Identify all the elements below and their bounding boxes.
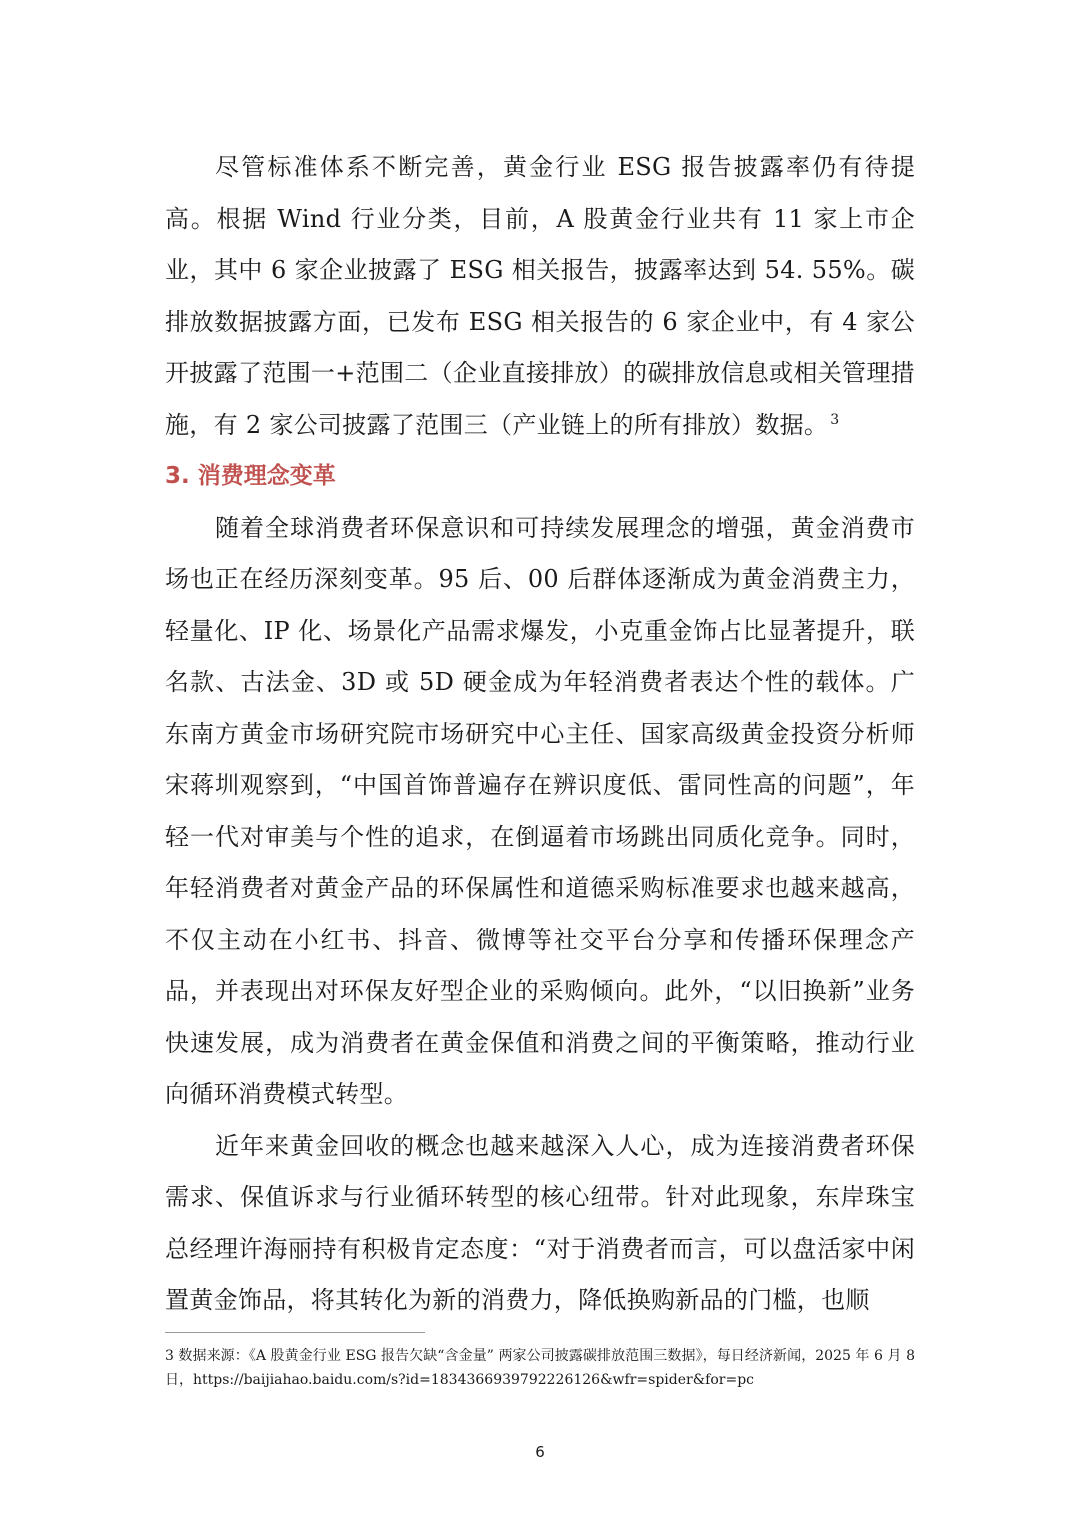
paragraph-consumption-change: 随着全球消费者环保意识和可持续发展理念的增强，黄金消费市场也正在经历深刻变革。95 后、00 后群体逐渐成为黄金消费主力，轻量化、IP 化、场景化产品需求爆发，小克重金饰占比显著提升，联名款、古法金、3D 或 5D 硬金成为年轻消费者表达个性的载体。广东南方黄金市场研究院市场研究中心主任、国家高级黄金投资分析师宋蒋圳观察到，“中国首饰普遍存在辨识度低、雷同性高的问题”，年轻一代对审美与个性的追求，在倒逼着市场跳出同质化竞争。同时，年轻消费者对黄金产品的环保属性和道德采购标准要求也越来越高，不仅主动在小红书、抖音、微博等社交平台分享和传播环保理念产品，并表现出对环保友好型企业的采购倾向。此外，“以旧换新”业务快速发展，成为消费者在黄金保值和消费之间的平衡策略，推动行业向循环消费模式转型。 [165, 513, 915, 1108]
paragraph-text: 尽管标准体系不断完善，黄金行业 ESG 报告披露率仍有待提高。根据 Wind 行业分类，目前，A 股黄金行业共有 11 家上市企业，其中 6 家企业披露了 ESG 相关报告，披露率达到 54. 55%。碳排放数据披露方面，已发布 ESG 相关报告的 6 家企业中，有 4 家公开披露了范围一+范围二（企业直接排放）的碳排放信息或相关管理措施，有 2 家公司披露了范围三（产业链上的所有排放）数据。 [165, 153, 915, 439]
paragraph-esg-disclosure [165, 142, 915, 451]
footnote: 3 数据来源：《A 股黄金行业 ESG 报告欠缺“含金量” 两家公司披露碳排放范围三数据》，每日经济新闻，2025 年 6 月 8 日，https://baijiahao.baidu.com/s?id=1834366939792226126&wfr=spider&for=pc [165, 1348, 915, 1388]
paragraph-gold-recycling: 近年来黄金回收的概念也越来越深入人心，成为连接消费者环保需求、保值诉求与行业循环转型的核心纽带。针对此现象，东岸珠宝总经理许海丽持有积极肯定态度：“对于消费者而言，可以盘活家中闲置黄金饰品，将其转化为新的消费力，降低换购新品的门槛，也顺 [165, 1131, 915, 1314]
footnote-divider [165, 1332, 425, 1333]
page-number: 6 [535, 1443, 545, 1461]
section-heading: 3. 消费理念变革 [165, 463, 336, 489]
footnote-reference[interactable]: 3 [830, 411, 840, 428]
document-body [165, 142, 915, 1327]
